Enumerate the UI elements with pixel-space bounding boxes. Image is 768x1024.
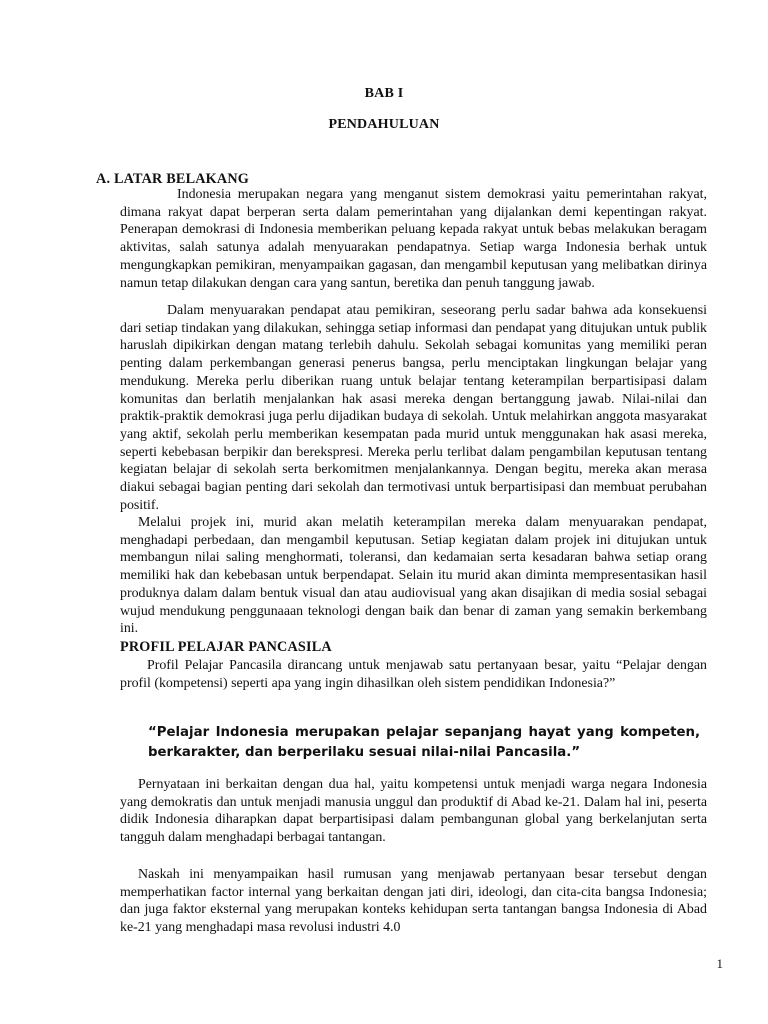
section-heading-latar-belakang: A. LATAR BELAKANG [96,171,250,187]
chapter-title: PENDAHULUAN [328,117,440,132]
paragraph-1: Indonesia merupakan negara yang menganut sistem demokrasi yaitu pemerintahan rakyat, dimana rakyat dapat berperan serta dalam pemerintahan yang dijalankan demi kepentingan rakyat. Penerapan demokrasi di Indonesia memberikan peluang kepada rakyat untuk bebas melakukan beragam aktivitas, salah satunya adalah menyuarakan pendapatnya. Setiap warga Indonesia berhak untuk mengungkapkan pemikiran, menyampaikan gagasan, dan mengambil keputusan yang melibatkan dirinya namun tetap dilakukan dengan cara yang santun, beretika dan penuh tanggung jawab. [120,187,707,291]
paragraph-2: Dalam menyuarakan pendapat atau pemikiran, seseorang perlu sadar bahwa ada konsekuensi dari setiap tindakan yang dilakukan, sehingga setiap informasi dan pendapat yang ditujukan untuk publik haruslah dipikirkan dengan matang terlebih dahulu. Sekolah sebagai komunitas yang memiliki peran penting dalam perkembangan generasi penerus bangsa, perlu menciptakan lingkungan belajar yang mendukung. Mereka perlu diberikan ruang untuk belajar tentang keterampilan berpartisipasi dalam komunitas dan berlatih menjalankan hak asasi mereka dengan bertanggung jawab. Nilai-nilai dan praktik-praktik demokrasi juga perlu dijadikan budaya di sekolah. Untuk melahirkan anggota masyarakat yang aktif, sekolah perlu memberikan kesempatan pada murid untuk menggunakan hak asasi mereka, seperti kebebasan berpikir dan berekspresi. Mereka perlu terlibat dalam pengambilan keputusan tentang kegiatan belajar di sekolah serta berkomitmen menjalankannya. Dengan begitu, mereka akan merasa diakui sebagai bagian penting dari sekolah dan termotivasi untuk berpartisipasi dan membuat perubahan positif. [120,303,707,513]
paragraph-4: Profil Pelajar Pancasila dirancang untuk menjawab satu pertanyaan besar, yaitu “Pelajar dengan profil (kompetensi) seperti apa yang ingin dihasilkan oleh sistem pendidikan Indonesia?” [120,658,707,691]
paragraph-6: Naskah ini menyampaikan hasil rumusan yang menjawab pertanyaan besar tersebut dengan memperhatikan factor internal yang berkaitan dengan jati diri, ideologi, dan cita-cita bangsa Indonesia; dan juga faktor eksternal yang merupakan konteks kehidupan serta tantangan bangsa Indonesia di Abad ke-21 yang menghadapi masa revolusi industri 4.0 [120,867,707,936]
paragraph-3: Melalui projek ini, murid akan melatih keterampilan mereka dalam menyuarakan pendapat, menghadapi perbedaan, dan mengambil keputusan. Setiap kegiatan dalam projek ini ditujukan untuk membangun nilai saling menghormati, toleransi, dan kedamaian serta kesadaran bahwa setiap orang memiliki hak dan kebebasan untuk berpendapat. Selain itu murid akan diminta mempresentasikan hasil produknya dalam dalam bentuk visual dan atau audiovisual yang akan disajikan di media sosial sebagai wujud mendukung penggunaaan teknologi dengan baik dan benar di zaman yang semakin berkembang ini. [120,515,707,637]
chapter-number: BAB I [364,86,404,101]
section-heading-profil: PROFIL PELAJAR PANCASILA [120,639,332,655]
profile-quote: “Pelajar Indonesia merupakan pelajar sepanjang hayat yang kompeten, berkarakter, dan berperilaku sesuai nilai-nilai Pancasila.” [148,725,700,760]
paragraph-5: Pernyataan ini berkaitan dengan dua hal, yaitu kompetensi untuk menjadi warga negara Indonesia yang demokratis dan untuk menjadi manusia unggul dan produktif di Abad ke-21. Dalam hal ini, peserta didik Indonesia diharapkan dapat berpartisipasi dalam pembangunan global yang berkelanjutan serta tangguh dalam menghadapi berbagai tantangan. [120,777,707,846]
page-number: 1 [716,956,723,971]
